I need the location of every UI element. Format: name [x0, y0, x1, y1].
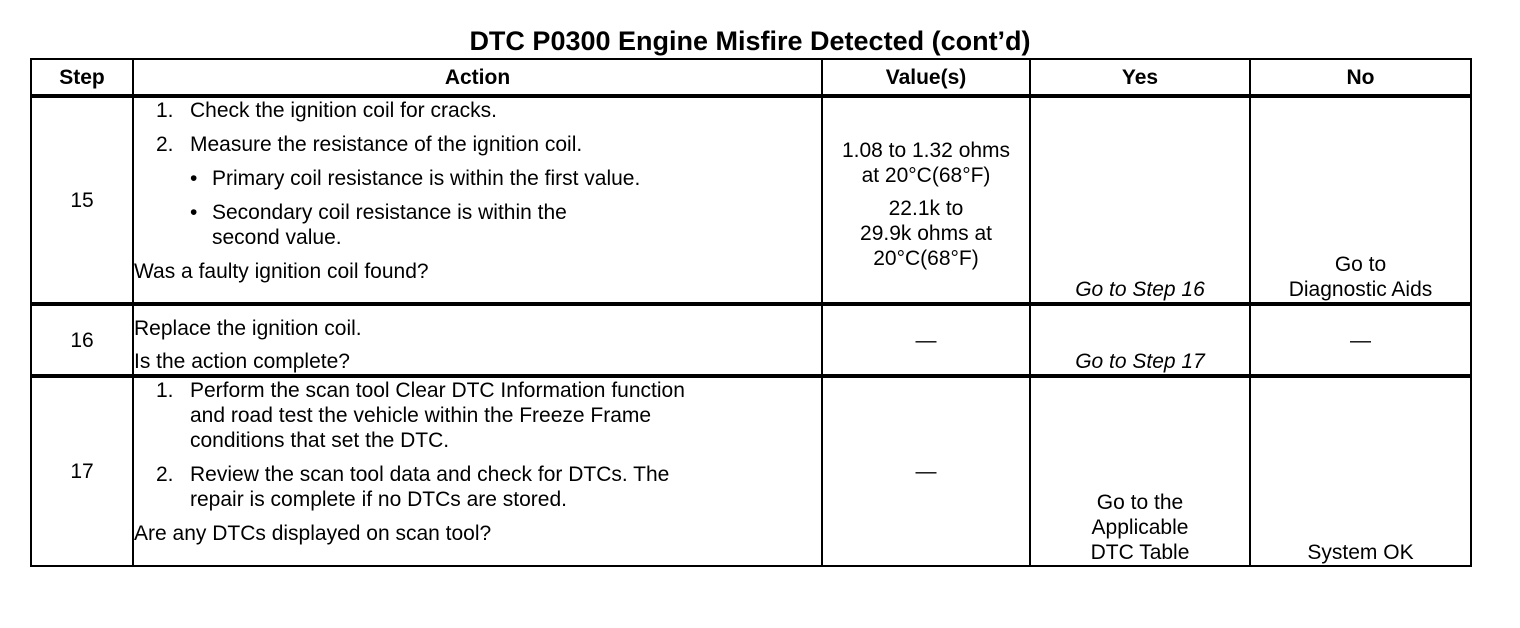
outcome-line: DTC Table [1090, 541, 1190, 564]
primary-value [823, 138, 1029, 188]
header-no: No [1250, 59, 1471, 96]
action-item [156, 378, 821, 453]
value-line: 1.08 to 1.32 ohms [841, 139, 1011, 162]
action-text: Replace the ignition coil. [134, 317, 362, 340]
bullet-item [190, 166, 821, 191]
outcome-line: Go to [1334, 253, 1387, 276]
item-text: Measure the resistance of the ignition coil. [190, 133, 583, 156]
value-line: 29.9k ohms at [860, 222, 992, 245]
outcome-line: Go to the [1096, 491, 1184, 514]
bullet-item [190, 200, 821, 250]
yes-outcome: Go to Step 16 [1030, 96, 1250, 304]
values-cell [822, 96, 1030, 304]
value-line: 20°C(68°F) [873, 247, 979, 270]
item-text-line: Perform the scan tool Clear DTC Information function [190, 379, 685, 402]
bullet-text: Primary coil resistance is within the first value. [212, 167, 641, 190]
action-question: Is the action complete? [134, 350, 350, 373]
bullet-text-line: second value. [212, 226, 342, 249]
bullet-text [212, 200, 567, 250]
item-text [190, 462, 669, 512]
item-text-line: and road test the vehicle within the Freeze Frame [190, 404, 652, 427]
step-number: 15 [31, 96, 133, 304]
item-text-line: Review the scan tool data and check for DTCs. The [190, 463, 670, 486]
item-number: 2. [156, 133, 174, 156]
page-title: DTC P0300 Engine Misfire Detected (cont’d) [469, 26, 1031, 56]
secondary-value [823, 196, 1029, 271]
table-row-step-17 [31, 376, 1471, 566]
step-number: 16 [31, 304, 133, 376]
value-line: at 20°C(68°F) [861, 164, 991, 187]
bullet-icon: • [190, 167, 198, 190]
table-row-step-16 [31, 304, 1471, 376]
item-text-line: repair is complete if no DTCs are stored. [190, 488, 567, 511]
action-cell [133, 96, 822, 304]
item-number: 2. [156, 463, 174, 486]
outcome-line: Diagnostic Aids [1288, 278, 1433, 301]
item-text-line: conditions that set the DTC. [190, 429, 450, 452]
item-text: Check the ignition coil for cracks. [190, 99, 497, 122]
values-cell: — [822, 376, 1030, 566]
value-line: 22.1k to [888, 197, 964, 220]
step-number: 17 [31, 376, 133, 566]
item-number: 1. [156, 99, 174, 122]
action-cell [133, 304, 822, 376]
item-number: 1. [156, 379, 174, 402]
action-cell [133, 376, 822, 566]
header-step: Step [31, 59, 133, 96]
no-outcome: System OK [1250, 376, 1471, 566]
diagnostic-table [30, 58, 1472, 567]
bullet-text-line: Secondary coil resistance is within the [212, 201, 567, 224]
table-header-row [31, 59, 1471, 96]
header-values: Value(s) [822, 59, 1030, 96]
yes-outcome [1030, 376, 1250, 566]
header-action: Action [133, 59, 822, 96]
header-yes: Yes [1030, 59, 1250, 96]
values-cell: — [822, 304, 1030, 376]
action-item [156, 132, 821, 157]
yes-outcome: Go to Step 17 [1030, 304, 1250, 376]
action-item [156, 462, 821, 512]
no-outcome [1250, 96, 1471, 304]
outcome-line: Applicable [1091, 516, 1189, 539]
action-question: Was a faulty ignition coil found? [134, 260, 429, 283]
action-item [156, 98, 821, 123]
table-row-step-15 [31, 96, 1471, 304]
action-question: Are any DTCs displayed on scan tool? [134, 522, 492, 545]
bullet-icon: • [190, 201, 198, 224]
item-text [190, 378, 685, 453]
no-outcome: — [1250, 304, 1471, 376]
